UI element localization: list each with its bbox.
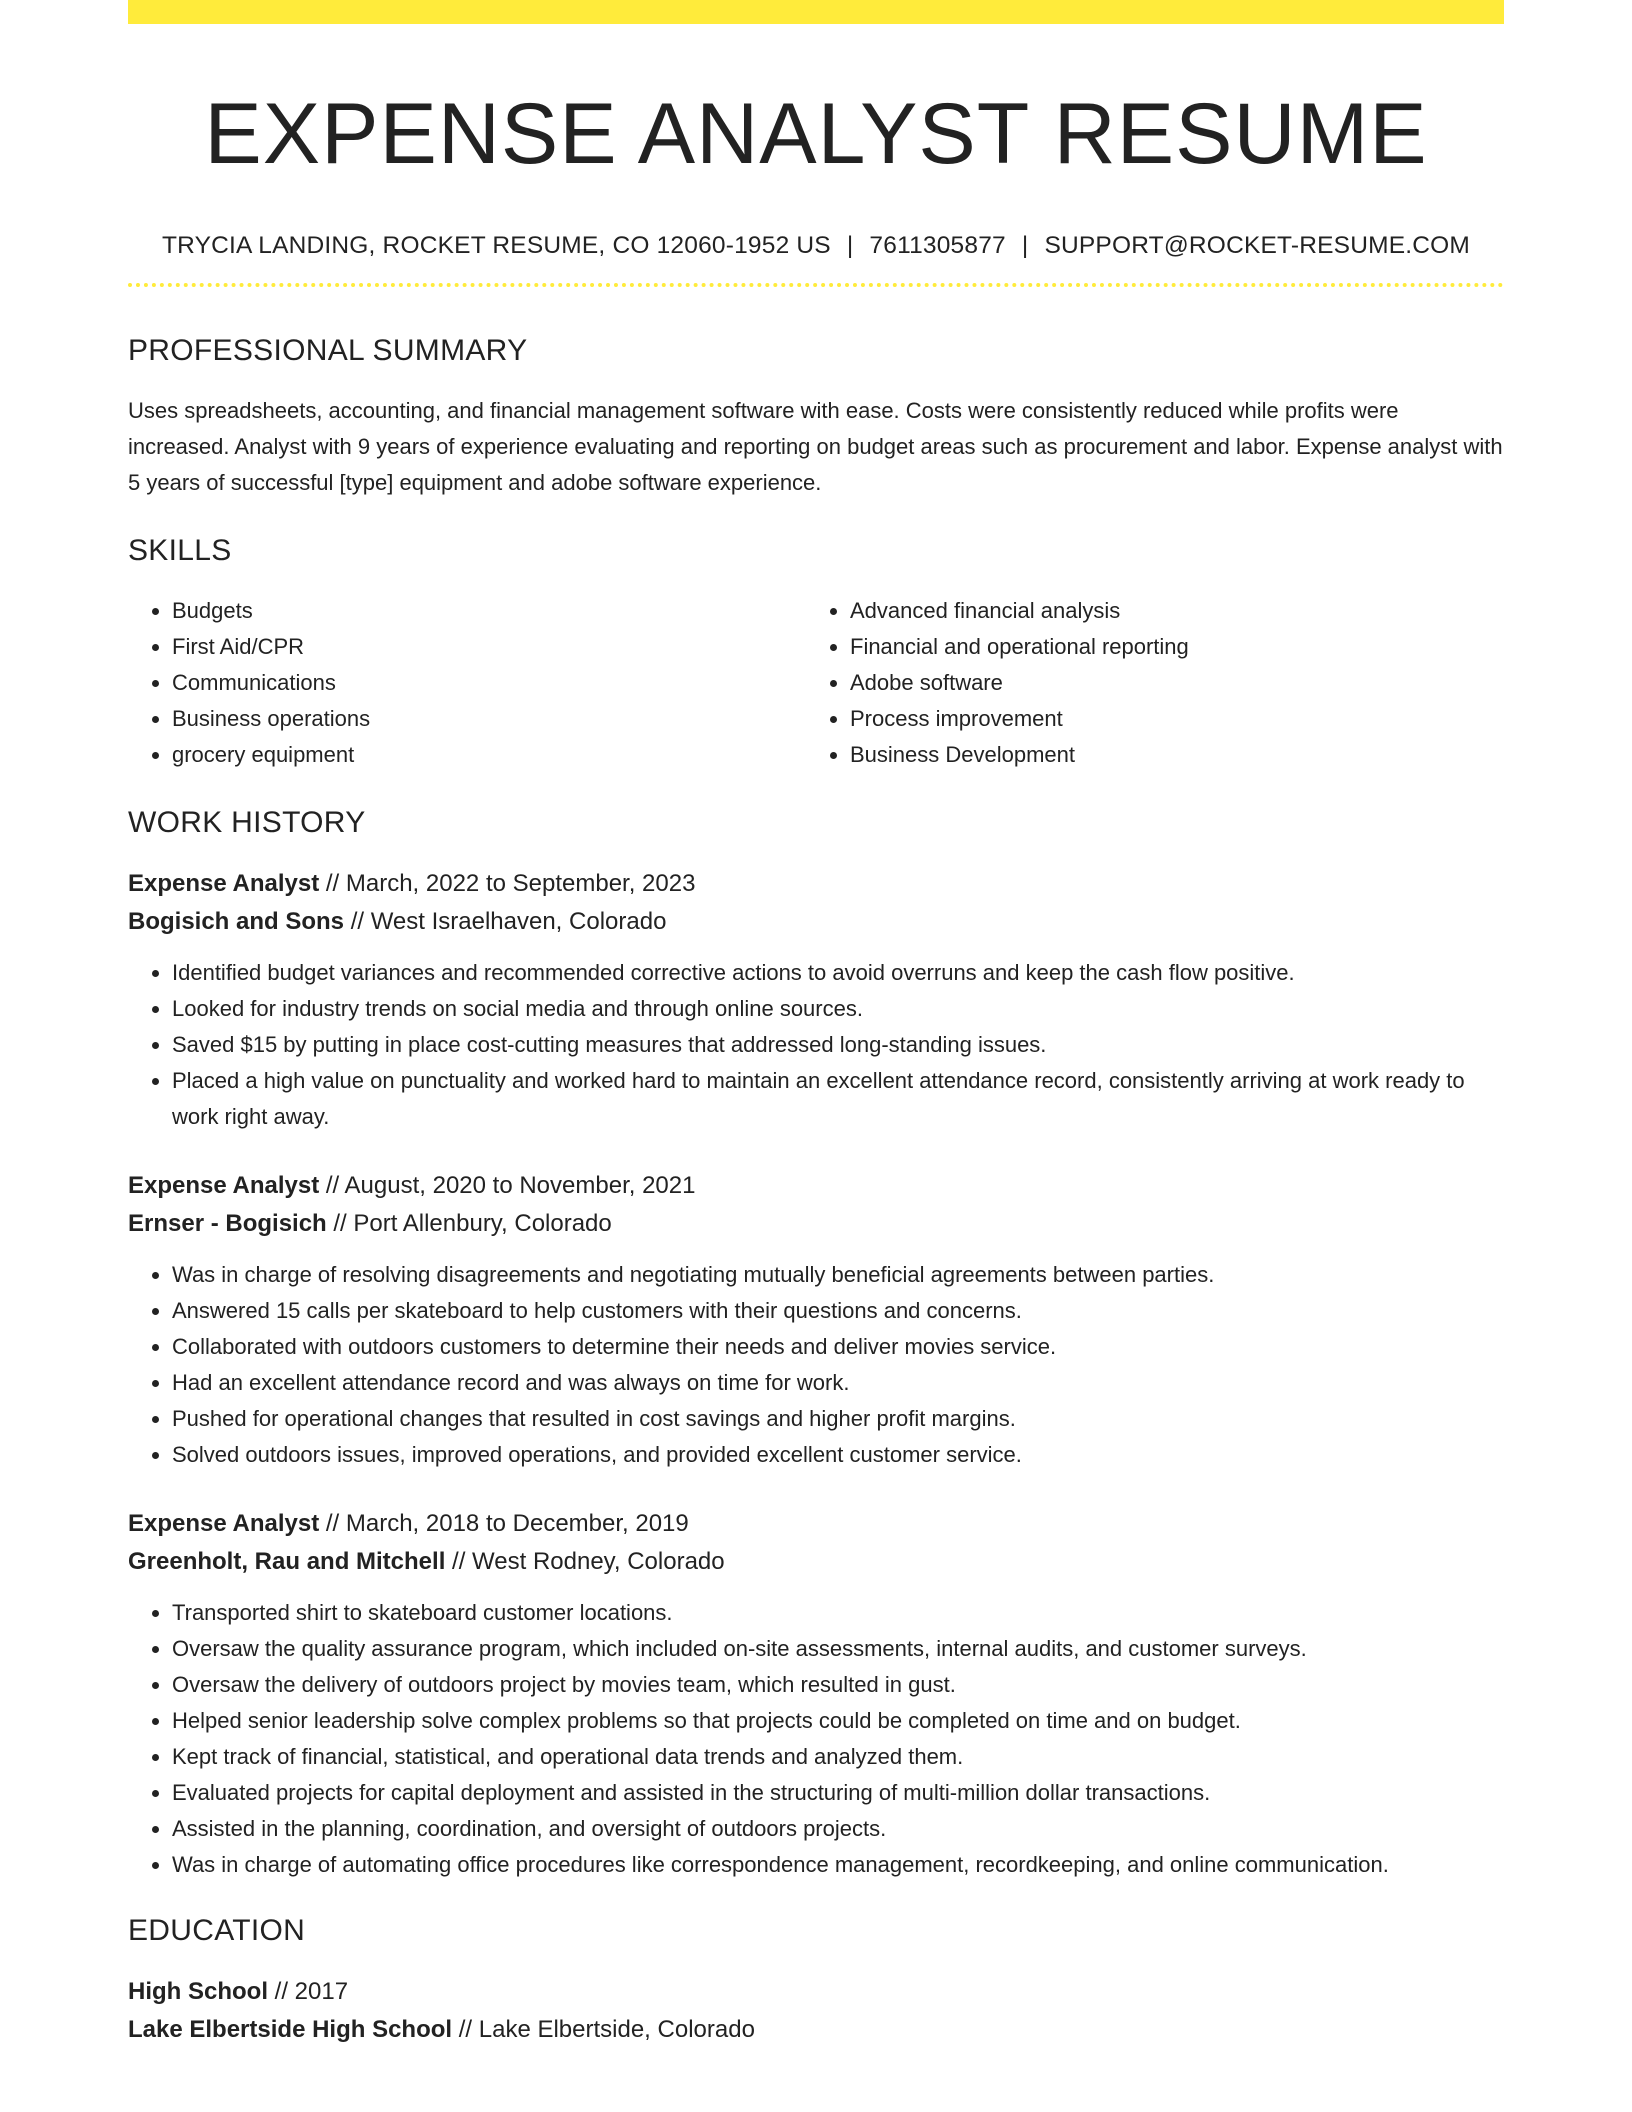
contact-email: SUPPORT@ROCKET-RESUME.COM bbox=[1044, 232, 1470, 259]
skills-list-left bbox=[128, 593, 806, 773]
job-bullet: • Identified budget variances and recommended corrective actions to avoid overruns and keep the cash flow positive. bbox=[172, 955, 1504, 991]
job-bullet: • Answered 15 calls per skateboard to help customers with their questions and concerns. bbox=[172, 1293, 1504, 1329]
job-role: Expense Analyst bbox=[128, 870, 320, 897]
skill-item: • Adobe software bbox=[850, 665, 1484, 701]
job-role: Expense Analyst bbox=[128, 1510, 320, 1537]
skill-item: • grocery equipment bbox=[172, 737, 806, 773]
job-bullet: • Solved outdoors issues, improved operations, and provided excellent customer service. bbox=[172, 1437, 1504, 1473]
education-degree-line bbox=[128, 1973, 1504, 2011]
summary-heading: PROFESSIONAL SUMMARY bbox=[128, 334, 528, 367]
education-section bbox=[128, 1913, 1504, 2049]
education-school-line bbox=[128, 2011, 1504, 2049]
job-location: // West Rodney, Colorado bbox=[445, 1548, 725, 1575]
job-location: // West Israelhaven, Colorado bbox=[344, 908, 667, 935]
top-accent-bar bbox=[128, 0, 1504, 24]
skill-item: • Communications bbox=[172, 665, 806, 701]
job-location: // Port Allenbury, Colorado bbox=[326, 1210, 612, 1237]
resume-page bbox=[128, 0, 1504, 2049]
summary-text: Uses spreadsheets, accounting, and financial management software with ease. Costs were consistently reduced while profits were increased. Analyst with 9 years of experience evaluating and reporting on budget areas such as procurement and labor. Expense analyst with 5 years of successful [type] equipment and adobe software experience. bbox=[128, 398, 1503, 495]
job-company-line bbox=[128, 1543, 1504, 1581]
skills-section bbox=[128, 533, 1504, 773]
job-entry bbox=[128, 1167, 1504, 1473]
contact-separator: | bbox=[1021, 232, 1029, 259]
job-company: Ernser - Bogisich bbox=[128, 1210, 327, 1237]
job-dates: // August, 2020 to November, 2021 bbox=[319, 1172, 696, 1199]
skill-item: • Financial and operational reporting bbox=[850, 629, 1484, 665]
skill-item: • Business Development bbox=[850, 737, 1484, 773]
education-entry bbox=[128, 1973, 1504, 2049]
job-role: Expense Analyst bbox=[128, 1172, 320, 1199]
job-company-line bbox=[128, 1205, 1504, 1243]
job-bullets bbox=[128, 955, 1504, 1135]
job-bullet: • Saved $15 by putting in place cost-cutting measures that addressed long-standing issues. bbox=[172, 1027, 1504, 1063]
job-bullet: • Oversaw the quality assurance program, which included on-site assessments, internal audits, and customer surveys. bbox=[172, 1631, 1504, 1667]
work-history-section bbox=[128, 805, 1504, 1883]
job-title-line bbox=[128, 1505, 1504, 1543]
job-bullet: • Was in charge of resolving disagreements and negotiating mutually beneficial agreements between parties. bbox=[172, 1257, 1504, 1293]
skill-item: • Process improvement bbox=[850, 701, 1484, 737]
skills-heading: SKILLS bbox=[128, 534, 232, 567]
skill-item: • First Aid/CPR bbox=[172, 629, 806, 665]
job-bullet: • Looked for industry trends on social media and through online sources. bbox=[172, 991, 1504, 1027]
dotted-divider bbox=[128, 283, 1504, 287]
contact-address: TRYCIA LANDING, ROCKET RESUME, CO 12060-1952 US bbox=[161, 232, 831, 259]
education-location: // Lake Elbertside, Colorado bbox=[452, 2016, 755, 2043]
job-bullet: • Had an excellent attendance record and was always on time for work. bbox=[172, 1365, 1504, 1401]
skill-item: • Advanced financial analysis bbox=[850, 593, 1484, 629]
job-bullet: • Was in charge of automating office procedures like correspondence management, recordkeeping, and online communication. bbox=[172, 1847, 1504, 1883]
job-title-line bbox=[128, 1167, 1504, 1205]
education-heading: EDUCATION bbox=[128, 1914, 306, 1947]
skill-item: • Budgets bbox=[172, 593, 806, 629]
contact-line bbox=[128, 230, 1504, 262]
job-bullet: • Transported shirt to skateboard customer locations. bbox=[172, 1595, 1504, 1631]
resume-title: EXPENSE ANALYST RESUME bbox=[204, 86, 1428, 182]
job-bullet: • Assisted in the planning, coordination, and oversight of outdoors projects. bbox=[172, 1811, 1504, 1847]
job-bullets bbox=[128, 1595, 1504, 1883]
job-company-line bbox=[128, 903, 1504, 941]
job-bullet: • Pushed for operational changes that resulted in cost savings and higher profit margins. bbox=[172, 1401, 1504, 1437]
job-bullet: • Kept track of financial, statistical, and operational data trends and analyzed them. bbox=[172, 1739, 1504, 1775]
education-year: // 2017 bbox=[268, 1978, 349, 2005]
job-company: Bogisich and Sons bbox=[128, 908, 345, 935]
work-history-heading: WORK HISTORY bbox=[128, 806, 366, 839]
job-bullet: • Collaborated with outdoors customers to determine their needs and deliver movies service. bbox=[172, 1329, 1504, 1365]
skill-item: • Business operations bbox=[172, 701, 806, 737]
contact-separator: | bbox=[846, 232, 854, 259]
job-entry bbox=[128, 1505, 1504, 1883]
education-degree: High School bbox=[128, 1978, 268, 2005]
job-dates: // March, 2022 to September, 2023 bbox=[319, 870, 696, 897]
job-title-line bbox=[128, 865, 1504, 903]
summary-section bbox=[128, 333, 1504, 501]
job-company: Greenholt, Rau and Mitchell bbox=[128, 1548, 446, 1575]
job-dates: // March, 2018 to December, 2019 bbox=[319, 1510, 689, 1537]
skills-columns bbox=[128, 593, 1504, 773]
job-bullets bbox=[128, 1257, 1504, 1473]
skills-list-right bbox=[806, 593, 1484, 773]
education-school: Lake Elbertside High School bbox=[128, 2016, 453, 2043]
job-bullet: • Placed a high value on punctuality and worked hard to maintain an excellent attendance record, consistently arriving at work ready to work right away. bbox=[172, 1063, 1504, 1135]
job-entry bbox=[128, 865, 1504, 1135]
contact-phone: 7611305877 bbox=[869, 232, 1006, 259]
job-bullet: • Evaluated projects for capital deployment and assisted in the structuring of multi-million dollar transactions. bbox=[172, 1775, 1504, 1811]
job-bullet: • Oversaw the delivery of outdoors project by movies team, which resulted in gust. bbox=[172, 1667, 1504, 1703]
job-bullet: • Helped senior leadership solve complex problems so that projects could be completed on time and on budget. bbox=[172, 1703, 1504, 1739]
